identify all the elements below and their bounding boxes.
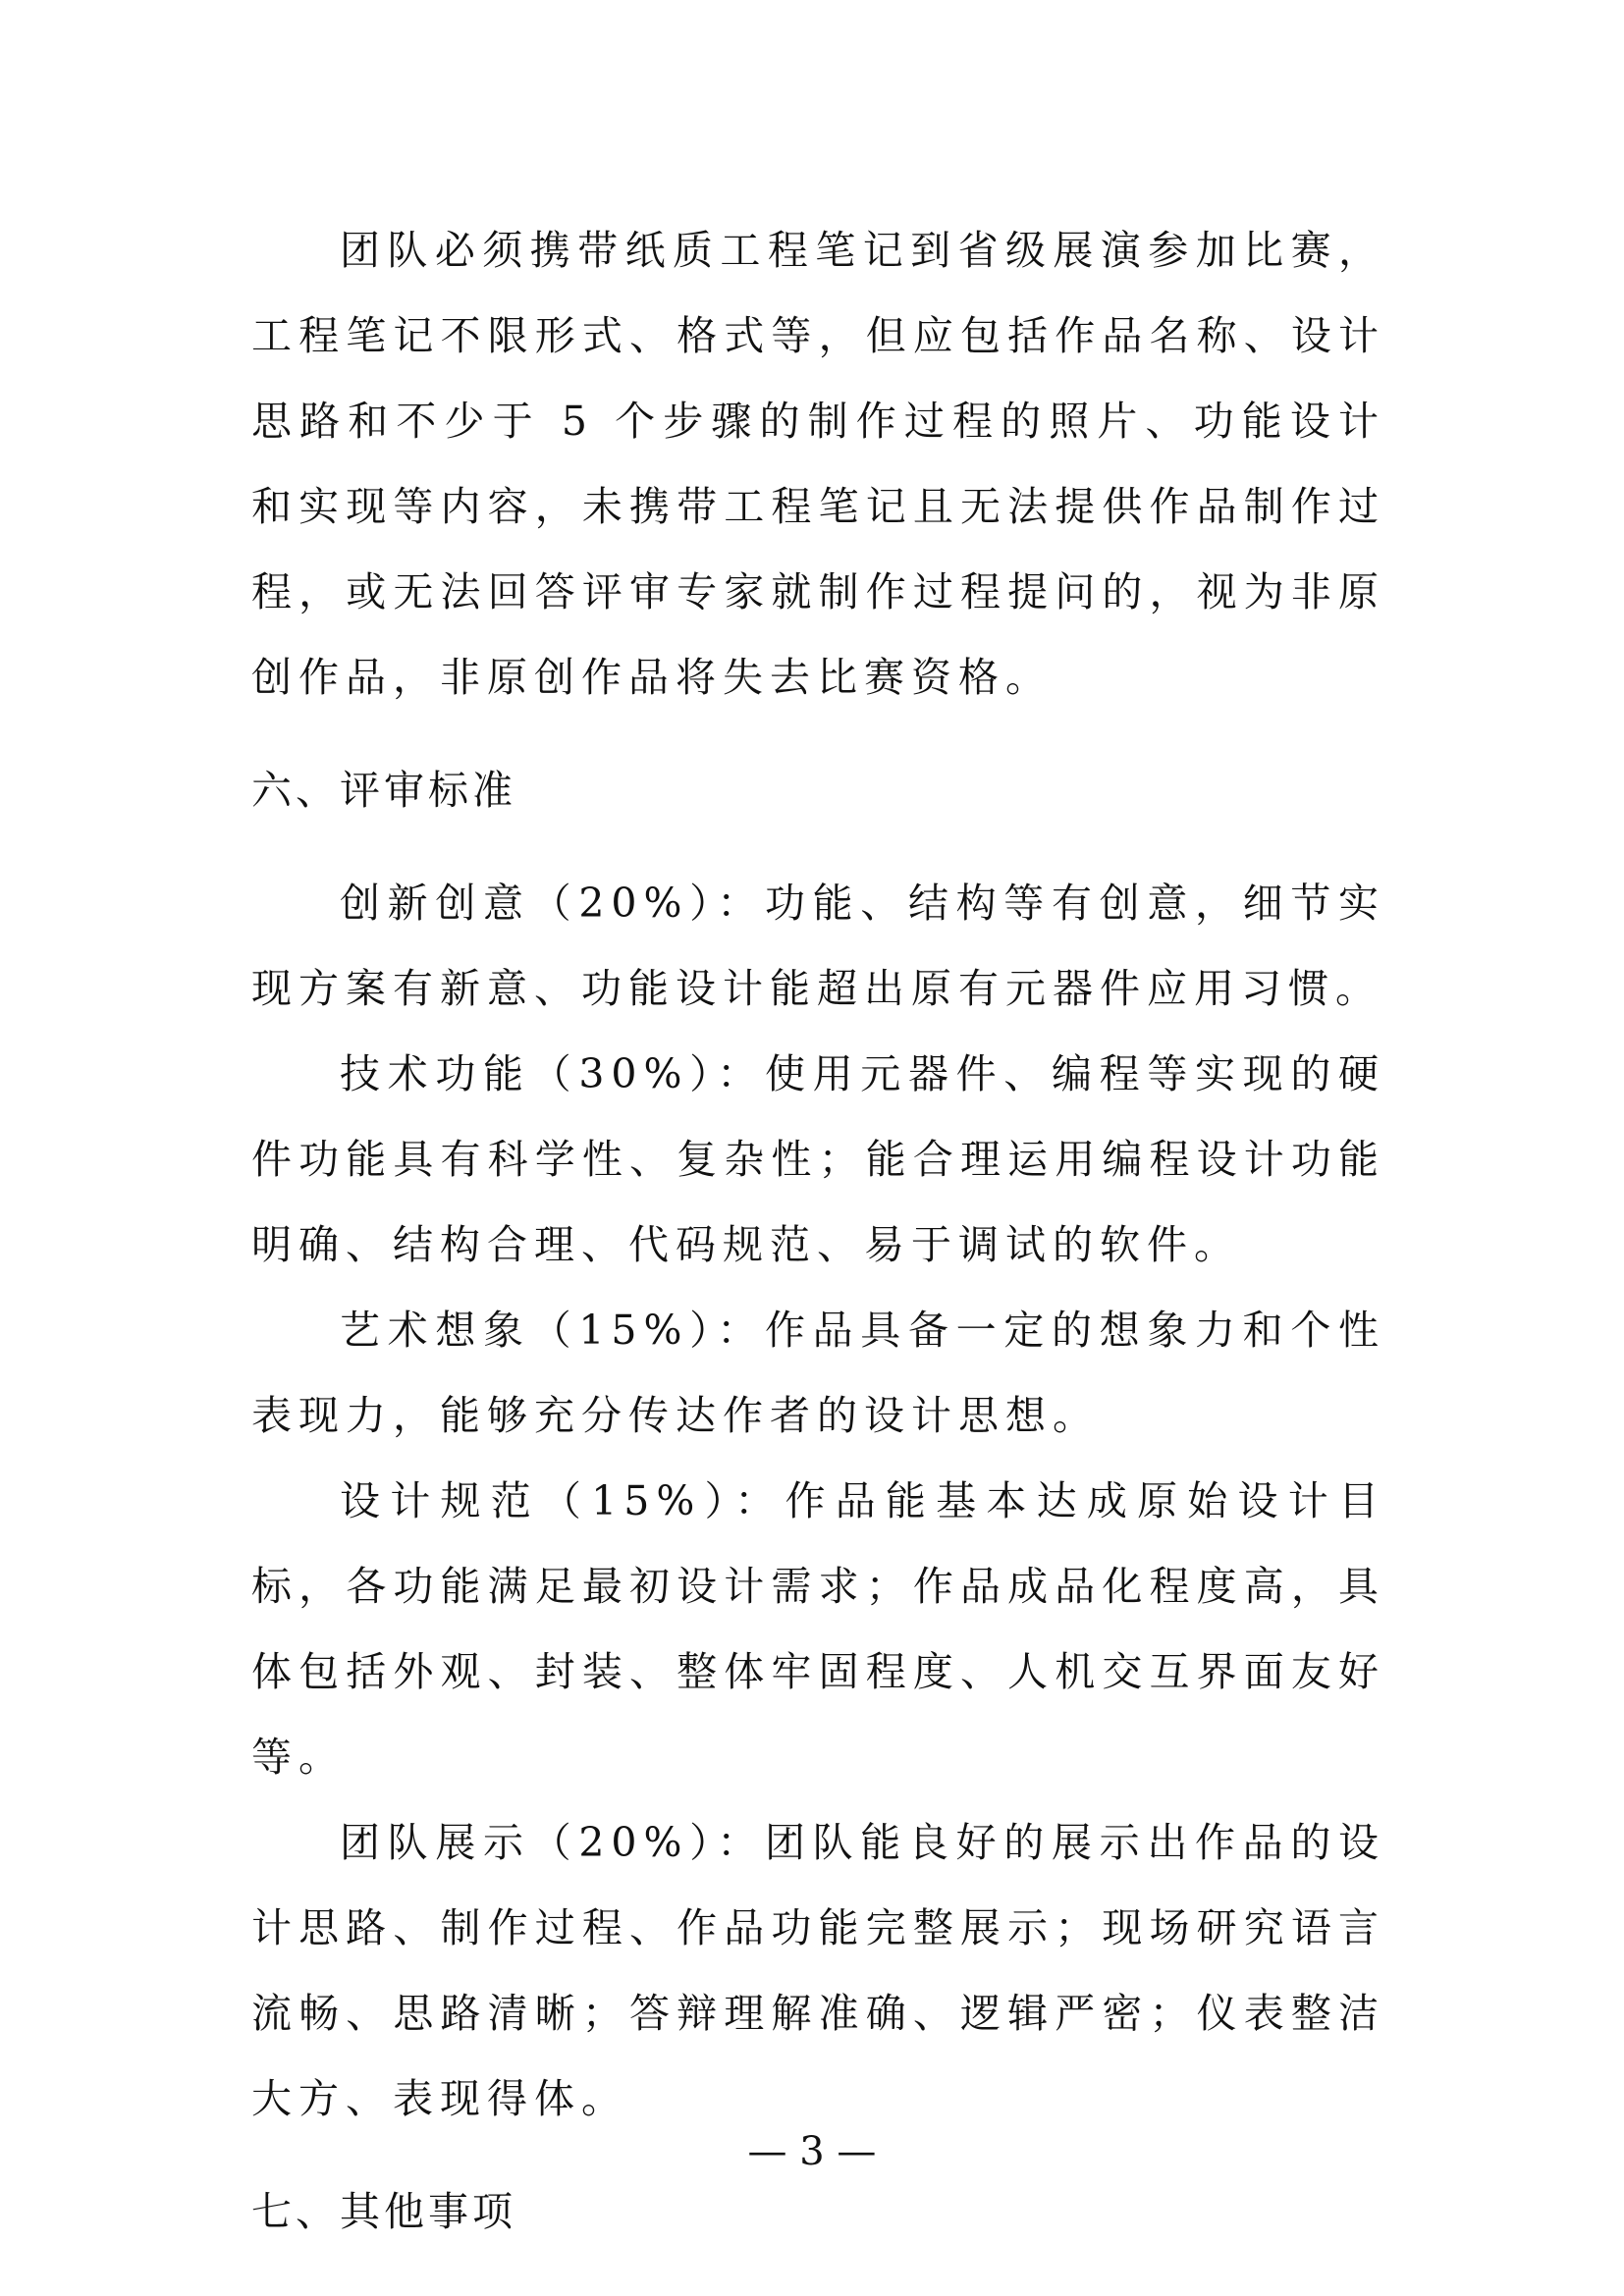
paragraph-design-standard: 设计规范（15%）：作品能基本达成原始设计目标，各功能满足最初设计需求；作品成品化程度高，具体包括外观、封装、整体牢固程度、人机交互界面友好等。 (251, 1477, 1385, 1781)
paragraph-innovation: 创新创意（20%）：功能、结构等有创意，细节实现方案有新意、功能设计能超出原有元器件应用习惯。 (251, 880, 1385, 1012)
page-number: — 3 — (747, 2129, 877, 2174)
paragraph-team-presentation: 团队展示（20%）：团队能良好的展示出作品的设计思路、制作过程、作品功能完整展示；现场研究语言流畅、思路清晰；答辩理解准确、逻辑严密；仪表整洁大方、表现得体。 (251, 1819, 1385, 2122)
section-heading-evaluation-criteria: 六、评审标准 (251, 767, 516, 814)
paragraph-engineering-notes: 团队必须携带纸质工程笔记到省级展演参加比赛，工程笔记不限形式、格式等，但应包括作品名称、设计思路和不少于 5 个步骤的制作过程的照片、功能设计和实现等内容，未携带工程笔记且无法提供作品制作过程，或无法回答评审专家就制作过程提问的，视为非原创作品，非原创作品将失去比赛资格。 (251, 227, 1385, 701)
document-body (251, 208, 1385, 2255)
paragraph-technical-function: 技术功能（30%）：使用元器件、编程等实现的硬件功能具有科学性、复杂性；能合理运用编程设计功能明确、结构合理、代码规范、易于调试的软件。 (251, 1050, 1385, 1268)
section-heading-other-matters: 七、其他事项 (251, 2188, 516, 2235)
paragraph-artistic-imagination: 艺术想象（15%）：作品具备一定的想象力和个性表现力，能够充分传达作者的设计思想。 (251, 1307, 1385, 1439)
